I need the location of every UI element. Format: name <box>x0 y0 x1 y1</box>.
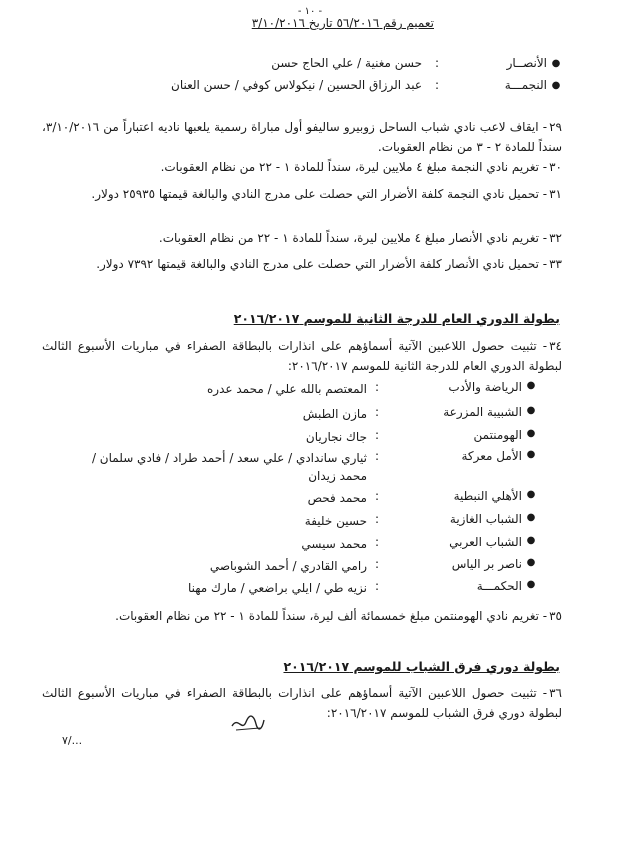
bullet-icon: ● <box>526 535 536 546</box>
player-names: نزيه طي / ايلي براضعي / مارك مهنا <box>187 581 367 595</box>
item-text: ايقاف لاعب نادي شباب الساحل زوبيرو ساليفو أول مباراة رسمية يلعبها ناديه اعتباراً من ٣/١٠/٢٠١٦، سنداً للمادة ٢ - ٣ من نظام العقوبات. <box>42 120 562 154</box>
signature-icon <box>230 712 266 734</box>
bullet-icon: ● <box>526 380 536 391</box>
bullet-icon: ● <box>526 579 536 590</box>
item-text: تحميل نادي النجمة كلفة الأضرار التي حصلت على مدرج النادي والبالغة قيمتها ٢٥٩٣٥ دولار. <box>91 187 539 201</box>
item-33: ٣٣- تحميل نادي الأنصار كلفة الأضرار التي حصلت على مدرج النادي والبالغة قيمتها ٧٣٩٢ دولار. <box>96 257 562 271</box>
item-number: ٣٥ <box>549 609 562 623</box>
item-34: ٣٤- تثبيت حصول اللاعبين الآتية أسماؤهم على انذارات بالبطاقة الصفراء في مباريات الأسبوع الثالث لبطولة الدوري العام للدرجة الثانية للموسم ٢٠١٦/٢٠١٧: <box>42 339 562 373</box>
item-text: تثبيت حصول اللاعبين الآتية أسماؤهم على انذارات بالبطاقة الصفراء في مباريات الأسبوع الثالث لبطولة دوري فرق الشباب للموسم ٢٠١٦/٢٠١٧: <box>42 686 562 720</box>
list-item <box>70 579 540 597</box>
club-name: ناصر بر الياس <box>451 557 522 571</box>
list-item <box>70 489 540 507</box>
item-text: تغريم نادي الهومنتمن مبلغ خمسمائة ألف ليرة، سنداً للمادة ١ - ٢٢ من نظام العقوبات. <box>115 609 539 623</box>
item-number: ٣٢ <box>549 231 562 245</box>
item-31: ٣١- تحميل نادي النجمة كلفة الأضرار التي حصلت على مدرج النادي والبالغة قيمتها ٢٥٩٣٥ دولار. <box>91 187 562 201</box>
colon: : <box>374 449 380 463</box>
list-item <box>171 76 565 94</box>
item-number: ٣٠ <box>549 160 562 174</box>
item-32: ٣٢- تغريم نادي الأنصار مبلغ ٤ ملايين ليرة، سنداً للمادة ١ - ٢٢ من نظام العقوبات. <box>158 231 562 245</box>
player-names: رامي القادري / أحمد الشوباصي <box>209 559 367 573</box>
club-name: الشباب العربي <box>449 535 522 549</box>
list-item <box>70 405 540 423</box>
colon: : <box>374 405 380 419</box>
player-names: حسين خليفة <box>304 514 367 528</box>
item-number: ٣٤ <box>549 339 562 353</box>
list-item <box>70 449 540 485</box>
section-heading-second-division: بطولة الدوري العام للدرجة الثانية للموسم ٢٠١٦/٢٠١٧ <box>233 311 560 326</box>
player-names: حسن مغنية / علي الحاج حسن <box>271 56 422 70</box>
colon: : <box>434 56 440 70</box>
bullet-icon: ● <box>551 79 561 91</box>
bullet-icon: ● <box>526 405 536 416</box>
club-name: الأهلي النبطية <box>453 489 522 503</box>
bullet-icon: ● <box>551 57 561 69</box>
player-names: عبد الرزاق الحسين / نيكولاس كوفي / حسن العنان <box>171 78 422 92</box>
item-number: ٣٦ <box>549 686 562 700</box>
item-29: ٢٩- ايقاف لاعب نادي شباب الساحل زوبيرو ساليفو أول مباراة رسمية يلعبها ناديه اعتباراً من ٣/١٠/٢٠١٦، سنداً للمادة ٢ - ٣ من نظام العقوبات. <box>42 120 562 154</box>
club-name: الحكمـــة <box>476 579 522 593</box>
item-text: تغريم نادي الأنصار مبلغ ٤ ملايين ليرة، سنداً للمادة ١ - ٢٢ من نظام العقوبات. <box>158 231 539 245</box>
page-continue: ٧/... <box>62 734 83 747</box>
player-names: المعتصم بالله علي / محمد عدره <box>207 382 367 396</box>
player-names: جاك نجاريان <box>305 430 367 444</box>
club-name: الأنصــار <box>506 56 547 70</box>
item-35: ٣٥- تغريم نادي الهومنتمن مبلغ خمسمائة ألف ليرة، سنداً للمادة ١ - ٢٢ من نظام العقوبات. <box>115 609 562 623</box>
colon: : <box>434 78 440 92</box>
colon: : <box>374 557 380 571</box>
bullet-icon: ● <box>526 449 536 460</box>
player-names: محمد سيسي <box>301 537 367 551</box>
club-name: الرياضة والأدب <box>448 380 522 394</box>
item-number: ٣١ <box>549 187 562 201</box>
item-number: ٢٩ <box>549 120 562 134</box>
item-text: تثبيت حصول اللاعبين الآتية أسماؤهم على انذارات بالبطاقة الصفراء في مباريات الأسبوع الثالث لبطولة الدوري العام للدرجة الثانية للموسم ٢٠١٦/٢٠١٧: <box>42 339 562 373</box>
list-item <box>70 380 540 398</box>
list-item <box>70 512 540 530</box>
list-item <box>70 535 540 553</box>
list-item <box>70 557 540 575</box>
club-name: الأمل معركة <box>461 449 522 463</box>
colon: : <box>374 512 380 526</box>
colon: : <box>374 428 380 442</box>
item-number: ٣٣ <box>549 257 562 271</box>
section-heading-youth: بطولة دوري فرق الشباب للموسم ٢٠١٦/٢٠١٧ <box>283 659 560 674</box>
item-text: تغريم نادي النجمة مبلغ ٤ ملايين ليرة، سنداً للمادة ١ - ٢٢ من نظام العقوبات. <box>160 160 539 174</box>
player-names: مازن الطبش <box>302 407 367 421</box>
bullet-icon: ● <box>526 512 536 523</box>
bullet-icon: ● <box>526 489 536 500</box>
item-36: ٣٦- تثبيت حصول اللاعبين الآتية أسماؤهم على انذارات بالبطاقة الصفراء في مباريات الأسبوع الثالث لبطولة دوري فرق الشباب للموسم ٢٠١٦/٢٠١٧: <box>42 686 562 720</box>
item-text: تحميل نادي الأنصار كلفة الأضرار التي حصلت على مدرج النادي والبالغة قيمتها ٧٣٩٢ دولار. <box>96 257 539 271</box>
colon: : <box>374 380 380 394</box>
player-names: محمد فحص <box>307 491 367 505</box>
list-item <box>70 428 540 446</box>
bullet-icon: ● <box>526 557 536 568</box>
colon: : <box>374 535 380 549</box>
page-number: - ١٠ - <box>297 6 323 17</box>
list-item <box>271 54 565 72</box>
colon: : <box>374 579 380 593</box>
item-30: ٣٠- تغريم نادي النجمة مبلغ ٤ ملايين ليرة، سنداً للمادة ١ - ٢٢ من نظام العقوبات. <box>160 160 562 174</box>
player-names: ثياري ساندادي / علي سعد / أحمد طراد / فادي سلمان / محمد زيدان <box>91 451 367 483</box>
club-name: الشبيبة المزرعة <box>443 405 522 419</box>
club-name: الشباب الغازية <box>449 512 522 526</box>
circular-header: تعميم رقم ٥٦/٢٠١٦ تاريخ ٣/١٠/٢٠١٦ <box>251 16 434 30</box>
bullet-icon: ● <box>526 428 536 439</box>
club-name: الهومنتمن <box>473 428 522 442</box>
colon: : <box>374 489 380 503</box>
club-name: النجمـــة <box>504 78 547 92</box>
